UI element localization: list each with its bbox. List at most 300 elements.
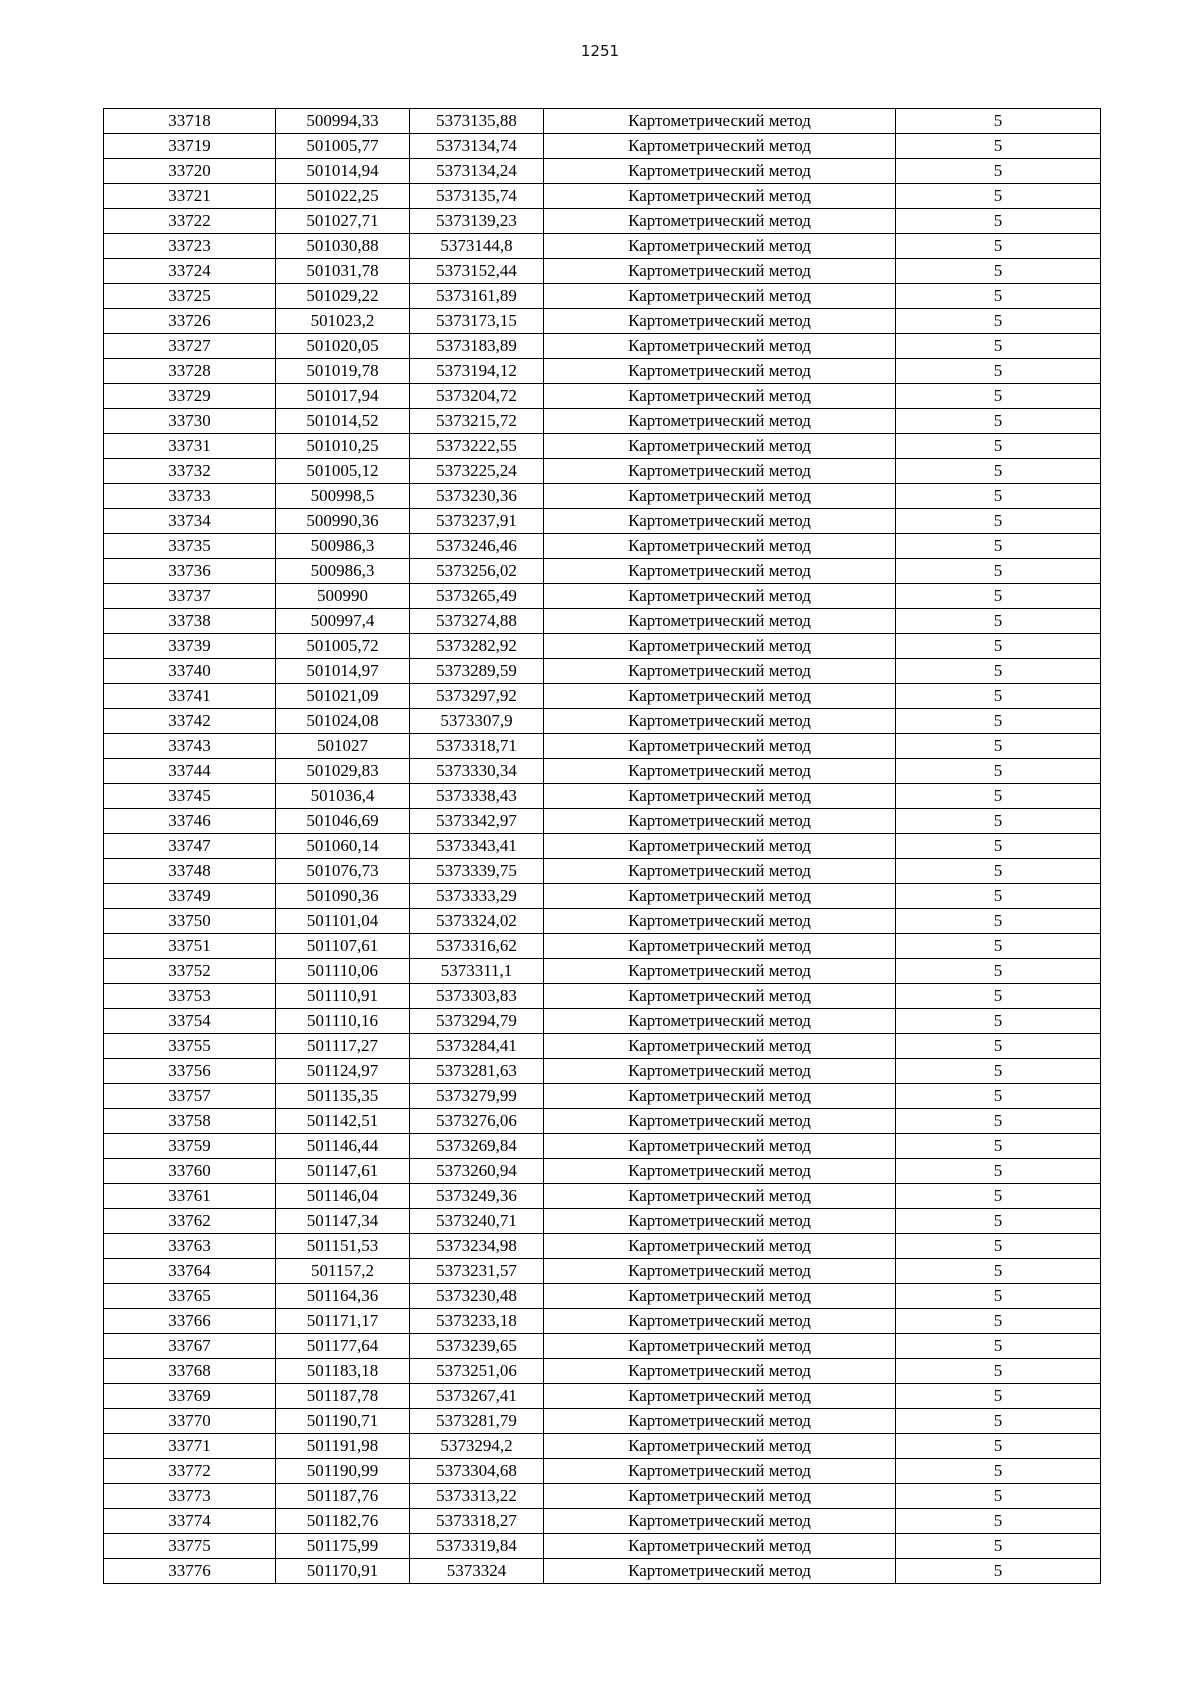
precision-cell: 5 [896,509,1101,534]
y-coordinate-cell: 5373230,36 [410,484,544,509]
point-number-cell: 33768 [104,1359,276,1384]
y-coordinate-cell: 5373233,18 [410,1309,544,1334]
point-number-cell: 33756 [104,1059,276,1084]
precision-cell: 5 [896,109,1101,134]
table-row [104,1209,1101,1234]
point-number-cell: 33770 [104,1409,276,1434]
precision-cell: 5 [896,1009,1101,1034]
x-coordinate-cell: 501060,14 [276,834,410,859]
point-number-cell: 33722 [104,209,276,234]
method-cell: Картометрический метод [544,434,896,459]
y-coordinate-cell: 5373239,65 [410,1334,544,1359]
method-cell: Картометрический метод [544,959,896,984]
precision-cell: 5 [896,1434,1101,1459]
table-row [104,184,1101,209]
table-row [104,1059,1101,1084]
precision-cell: 5 [896,384,1101,409]
x-coordinate-cell: 501190,71 [276,1409,410,1434]
method-cell: Картометрический метод [544,484,896,509]
method-cell: Картометрический метод [544,934,896,959]
x-coordinate-cell: 501027 [276,734,410,759]
method-cell: Картометрический метод [544,1059,896,1084]
method-cell: Картометрический метод [544,1459,896,1484]
method-cell: Картометрический метод [544,1184,896,1209]
y-coordinate-cell: 5373251,06 [410,1359,544,1384]
x-coordinate-cell: 501182,76 [276,1509,410,1534]
y-coordinate-cell: 5373267,41 [410,1384,544,1409]
x-coordinate-cell: 500997,4 [276,609,410,634]
point-number-cell: 33743 [104,734,276,759]
x-coordinate-cell: 500990 [276,584,410,609]
x-coordinate-cell: 501023,2 [276,309,410,334]
y-coordinate-cell: 5373297,92 [410,684,544,709]
y-coordinate-cell: 5373318,27 [410,1509,544,1534]
x-coordinate-cell: 501187,78 [276,1384,410,1409]
method-cell: Картометрический метод [544,1434,896,1459]
point-number-cell: 33719 [104,134,276,159]
method-cell: Картометрический метод [544,1384,896,1409]
precision-cell: 5 [896,934,1101,959]
method-cell: Картометрический метод [544,609,896,634]
x-coordinate-cell: 501017,94 [276,384,410,409]
point-number-cell: 33720 [104,159,276,184]
method-cell: Картометрический метод [544,284,896,309]
y-coordinate-cell: 5373343,41 [410,834,544,859]
x-coordinate-cell: 501010,25 [276,434,410,459]
precision-cell: 5 [896,1184,1101,1209]
x-coordinate-cell: 501021,09 [276,684,410,709]
table-row [104,359,1101,384]
point-number-cell: 33723 [104,234,276,259]
method-cell: Картометрический метод [544,859,896,884]
y-coordinate-cell: 5373338,43 [410,784,544,809]
y-coordinate-cell: 5373281,63 [410,1059,544,1084]
table-row [104,1484,1101,1509]
precision-cell: 5 [896,1034,1101,1059]
method-cell: Картометрический метод [544,734,896,759]
point-number-cell: 33765 [104,1284,276,1309]
precision-cell: 5 [896,709,1101,734]
precision-cell: 5 [896,634,1101,659]
method-cell: Картометрический метод [544,1134,896,1159]
precision-cell: 5 [896,534,1101,559]
y-coordinate-cell: 5373152,44 [410,259,544,284]
precision-cell: 5 [896,1059,1101,1084]
table-row [104,684,1101,709]
point-number-cell: 33748 [104,859,276,884]
point-number-cell: 33776 [104,1559,276,1584]
table-row [104,1259,1101,1284]
point-number-cell: 33733 [104,484,276,509]
method-cell: Картометрический метод [544,409,896,434]
y-coordinate-cell: 5373276,06 [410,1109,544,1134]
y-coordinate-cell: 5373134,24 [410,159,544,184]
point-number-cell: 33747 [104,834,276,859]
y-coordinate-cell: 5373339,75 [410,859,544,884]
table-row [104,159,1101,184]
point-number-cell: 33731 [104,434,276,459]
table-row [104,1184,1101,1209]
method-cell: Картометрический метод [544,1109,896,1134]
table-row [104,634,1101,659]
table-row [104,884,1101,909]
point-number-cell: 33755 [104,1034,276,1059]
precision-cell: 5 [896,659,1101,684]
x-coordinate-cell: 501110,16 [276,1009,410,1034]
precision-cell: 5 [896,1234,1101,1259]
y-coordinate-cell: 5373139,23 [410,209,544,234]
point-number-cell: 33741 [104,684,276,709]
precision-cell: 5 [896,759,1101,784]
method-cell: Картометрический метод [544,659,896,684]
method-cell: Картометрический метод [544,1309,896,1334]
method-cell: Картометрический метод [544,334,896,359]
table-row [104,109,1101,134]
point-number-cell: 33746 [104,809,276,834]
precision-cell: 5 [896,1084,1101,1109]
point-number-cell: 33732 [104,459,276,484]
x-coordinate-cell: 501005,72 [276,634,410,659]
x-coordinate-cell: 501030,88 [276,234,410,259]
table-row [104,434,1101,459]
x-coordinate-cell: 501151,53 [276,1234,410,1259]
point-number-cell: 33774 [104,1509,276,1534]
point-number-cell: 33730 [104,409,276,434]
precision-cell: 5 [896,734,1101,759]
y-coordinate-cell: 5373265,49 [410,584,544,609]
y-coordinate-cell: 5373304,68 [410,1459,544,1484]
method-cell: Картометрический метод [544,559,896,584]
y-coordinate-cell: 5373144,8 [410,234,544,259]
precision-cell: 5 [896,1384,1101,1409]
point-number-cell: 33753 [104,984,276,1009]
x-coordinate-cell: 501027,71 [276,209,410,234]
table-row [104,1459,1101,1484]
precision-cell: 5 [896,1534,1101,1559]
precision-cell: 5 [896,1209,1101,1234]
x-coordinate-cell: 501019,78 [276,359,410,384]
method-cell: Картометрический метод [544,809,896,834]
x-coordinate-cell: 501024,08 [276,709,410,734]
point-number-cell: 33754 [104,1009,276,1034]
point-number-cell: 33752 [104,959,276,984]
method-cell: Картометрический метод [544,1559,896,1584]
table-row [104,809,1101,834]
point-number-cell: 33735 [104,534,276,559]
x-coordinate-cell: 500990,36 [276,509,410,534]
precision-cell: 5 [896,909,1101,934]
y-coordinate-cell: 5373318,71 [410,734,544,759]
coordinates-table [103,108,1101,1584]
point-number-cell: 33750 [104,909,276,934]
method-cell: Картометрический метод [544,384,896,409]
point-number-cell: 33725 [104,284,276,309]
precision-cell: 5 [896,184,1101,209]
y-coordinate-cell: 5373204,72 [410,384,544,409]
x-coordinate-cell: 501124,97 [276,1059,410,1084]
precision-cell: 5 [896,784,1101,809]
y-coordinate-cell: 5373246,46 [410,534,544,559]
y-coordinate-cell: 5373279,99 [410,1084,544,1109]
precision-cell: 5 [896,1459,1101,1484]
x-coordinate-cell: 500986,3 [276,559,410,584]
precision-cell: 5 [896,409,1101,434]
precision-cell: 5 [896,559,1101,584]
y-coordinate-cell: 5373307,9 [410,709,544,734]
table-row [104,1384,1101,1409]
method-cell: Картометрический метод [544,1534,896,1559]
precision-cell: 5 [896,1559,1101,1584]
y-coordinate-cell: 5373333,29 [410,884,544,909]
precision-cell: 5 [896,584,1101,609]
table-row [104,209,1101,234]
table-row [104,584,1101,609]
table-row [104,734,1101,759]
precision-cell: 5 [896,1409,1101,1434]
y-coordinate-cell: 5373134,74 [410,134,544,159]
y-coordinate-cell: 5373234,98 [410,1234,544,1259]
page-number: 1251 [580,42,620,60]
method-cell: Картометрический метод [544,309,896,334]
x-coordinate-cell: 501005,77 [276,134,410,159]
point-number-cell: 33737 [104,584,276,609]
table-row [104,334,1101,359]
point-number-cell: 33759 [104,1134,276,1159]
y-coordinate-cell: 5373282,92 [410,634,544,659]
precision-cell: 5 [896,1359,1101,1384]
precision-cell: 5 [896,434,1101,459]
table-row [104,709,1101,734]
x-coordinate-cell: 500994,33 [276,109,410,134]
method-cell: Картометрический метод [544,634,896,659]
x-coordinate-cell: 501187,76 [276,1484,410,1509]
x-coordinate-cell: 501014,94 [276,159,410,184]
precision-cell: 5 [896,834,1101,859]
x-coordinate-cell: 501046,69 [276,809,410,834]
precision-cell: 5 [896,484,1101,509]
y-coordinate-cell: 5373316,62 [410,934,544,959]
x-coordinate-cell: 501031,78 [276,259,410,284]
y-coordinate-cell: 5373311,1 [410,959,544,984]
precision-cell: 5 [896,1284,1101,1309]
y-coordinate-cell: 5373222,55 [410,434,544,459]
method-cell: Картометрический метод [544,1209,896,1234]
x-coordinate-cell: 501029,83 [276,759,410,784]
point-number-cell: 33771 [104,1434,276,1459]
table-row [104,984,1101,1009]
table-row [104,559,1101,584]
table-row [104,934,1101,959]
x-coordinate-cell: 501005,12 [276,459,410,484]
method-cell: Картометрический метод [544,1084,896,1109]
precision-cell: 5 [896,1134,1101,1159]
y-coordinate-cell: 5373135,74 [410,184,544,209]
method-cell: Картометрический метод [544,159,896,184]
precision-cell: 5 [896,1309,1101,1334]
method-cell: Картометрический метод [544,259,896,284]
table-row [104,1084,1101,1109]
x-coordinate-cell: 501170,91 [276,1559,410,1584]
method-cell: Картометрический метод [544,134,896,159]
y-coordinate-cell: 5373231,57 [410,1259,544,1284]
precision-cell: 5 [896,359,1101,384]
precision-cell: 5 [896,984,1101,1009]
table-row [104,759,1101,784]
point-number-cell: 33729 [104,384,276,409]
table-row [104,1534,1101,1559]
y-coordinate-cell: 5373183,89 [410,334,544,359]
x-coordinate-cell: 501135,35 [276,1084,410,1109]
y-coordinate-cell: 5373281,79 [410,1409,544,1434]
y-coordinate-cell: 5373342,97 [410,809,544,834]
x-coordinate-cell: 501175,99 [276,1534,410,1559]
table-row [104,1034,1101,1059]
y-coordinate-cell: 5373269,84 [410,1134,544,1159]
table-row [104,509,1101,534]
method-cell: Картометрический метод [544,1409,896,1434]
x-coordinate-cell: 501190,99 [276,1459,410,1484]
method-cell: Картометрический метод [544,209,896,234]
precision-cell: 5 [896,684,1101,709]
x-coordinate-cell: 501020,05 [276,334,410,359]
table-row [104,409,1101,434]
coordinates-table-body [104,109,1101,1584]
precision-cell: 5 [896,459,1101,484]
method-cell: Картометрический метод [544,909,896,934]
y-coordinate-cell: 5373289,59 [410,659,544,684]
x-coordinate-cell: 501101,04 [276,909,410,934]
precision-cell: 5 [896,609,1101,634]
table-row [104,1009,1101,1034]
precision-cell: 5 [896,209,1101,234]
point-number-cell: 33721 [104,184,276,209]
point-number-cell: 33751 [104,934,276,959]
x-coordinate-cell: 500986,3 [276,534,410,559]
table-row [104,659,1101,684]
point-number-cell: 33718 [104,109,276,134]
point-number-cell: 33744 [104,759,276,784]
table-row [104,909,1101,934]
table-row [104,1284,1101,1309]
point-number-cell: 33739 [104,634,276,659]
table-row [104,1309,1101,1334]
precision-cell: 5 [896,259,1101,284]
x-coordinate-cell: 501029,22 [276,284,410,309]
precision-cell: 5 [896,1109,1101,1134]
y-coordinate-cell: 5373161,89 [410,284,544,309]
table-row [104,134,1101,159]
method-cell: Картометрический метод [544,459,896,484]
method-cell: Картометрический метод [544,1284,896,1309]
point-number-cell: 33726 [104,309,276,334]
point-number-cell: 33761 [104,1184,276,1209]
precision-cell: 5 [896,1509,1101,1534]
table-row [104,484,1101,509]
y-coordinate-cell: 5373294,79 [410,1009,544,1034]
table-row [104,784,1101,809]
x-coordinate-cell: 501014,52 [276,409,410,434]
x-coordinate-cell: 501036,4 [276,784,410,809]
precision-cell: 5 [896,159,1101,184]
precision-cell: 5 [896,309,1101,334]
point-number-cell: 33773 [104,1484,276,1509]
method-cell: Картометрический метод [544,1234,896,1259]
x-coordinate-cell: 501117,27 [276,1034,410,1059]
y-coordinate-cell: 5373225,24 [410,459,544,484]
table-row [104,459,1101,484]
method-cell: Картометрический метод [544,1009,896,1034]
point-number-cell: 33762 [104,1209,276,1234]
precision-cell: 5 [896,959,1101,984]
point-number-cell: 33724 [104,259,276,284]
y-coordinate-cell: 5373274,88 [410,609,544,634]
point-number-cell: 33757 [104,1084,276,1109]
y-coordinate-cell: 5373173,15 [410,309,544,334]
table-row [104,959,1101,984]
point-number-cell: 33764 [104,1259,276,1284]
y-coordinate-cell: 5373249,36 [410,1184,544,1209]
method-cell: Картометрический метод [544,984,896,1009]
x-coordinate-cell: 501076,73 [276,859,410,884]
x-coordinate-cell: 501164,36 [276,1284,410,1309]
point-number-cell: 33742 [104,709,276,734]
x-coordinate-cell: 501183,18 [276,1359,410,1384]
x-coordinate-cell: 501110,91 [276,984,410,1009]
table-row [104,1109,1101,1134]
method-cell: Картометрический метод [544,709,896,734]
y-coordinate-cell: 5373313,22 [410,1484,544,1509]
precision-cell: 5 [896,1259,1101,1284]
table-row [104,1409,1101,1434]
x-coordinate-cell: 501014,97 [276,659,410,684]
table-row [104,1434,1101,1459]
point-number-cell: 33772 [104,1459,276,1484]
y-coordinate-cell: 5373194,12 [410,359,544,384]
method-cell: Картометрический метод [544,759,896,784]
point-number-cell: 33769 [104,1384,276,1409]
point-number-cell: 33745 [104,784,276,809]
table-row [104,309,1101,334]
method-cell: Картометрический метод [544,509,896,534]
method-cell: Картометрический метод [544,184,896,209]
table-row [104,1159,1101,1184]
precision-cell: 5 [896,1484,1101,1509]
method-cell: Картометрический метод [544,359,896,384]
x-coordinate-cell: 501107,61 [276,934,410,959]
point-number-cell: 33738 [104,609,276,634]
precision-cell: 5 [896,1334,1101,1359]
x-coordinate-cell: 501147,61 [276,1159,410,1184]
y-coordinate-cell: 5373324,02 [410,909,544,934]
precision-cell: 5 [896,284,1101,309]
table-row [104,384,1101,409]
point-number-cell: 33734 [104,509,276,534]
precision-cell: 5 [896,134,1101,159]
x-coordinate-cell: 501022,25 [276,184,410,209]
y-coordinate-cell: 5373284,41 [410,1034,544,1059]
x-coordinate-cell: 501146,04 [276,1184,410,1209]
method-cell: Картометрический метод [544,1334,896,1359]
point-number-cell: 33749 [104,884,276,909]
y-coordinate-cell: 5373237,91 [410,509,544,534]
method-cell: Картометрический метод [544,1484,896,1509]
method-cell: Картометрический метод [544,1359,896,1384]
y-coordinate-cell: 5373230,48 [410,1284,544,1309]
precision-cell: 5 [896,859,1101,884]
y-coordinate-cell: 5373215,72 [410,409,544,434]
method-cell: Картометрический метод [544,1159,896,1184]
point-number-cell: 33767 [104,1334,276,1359]
